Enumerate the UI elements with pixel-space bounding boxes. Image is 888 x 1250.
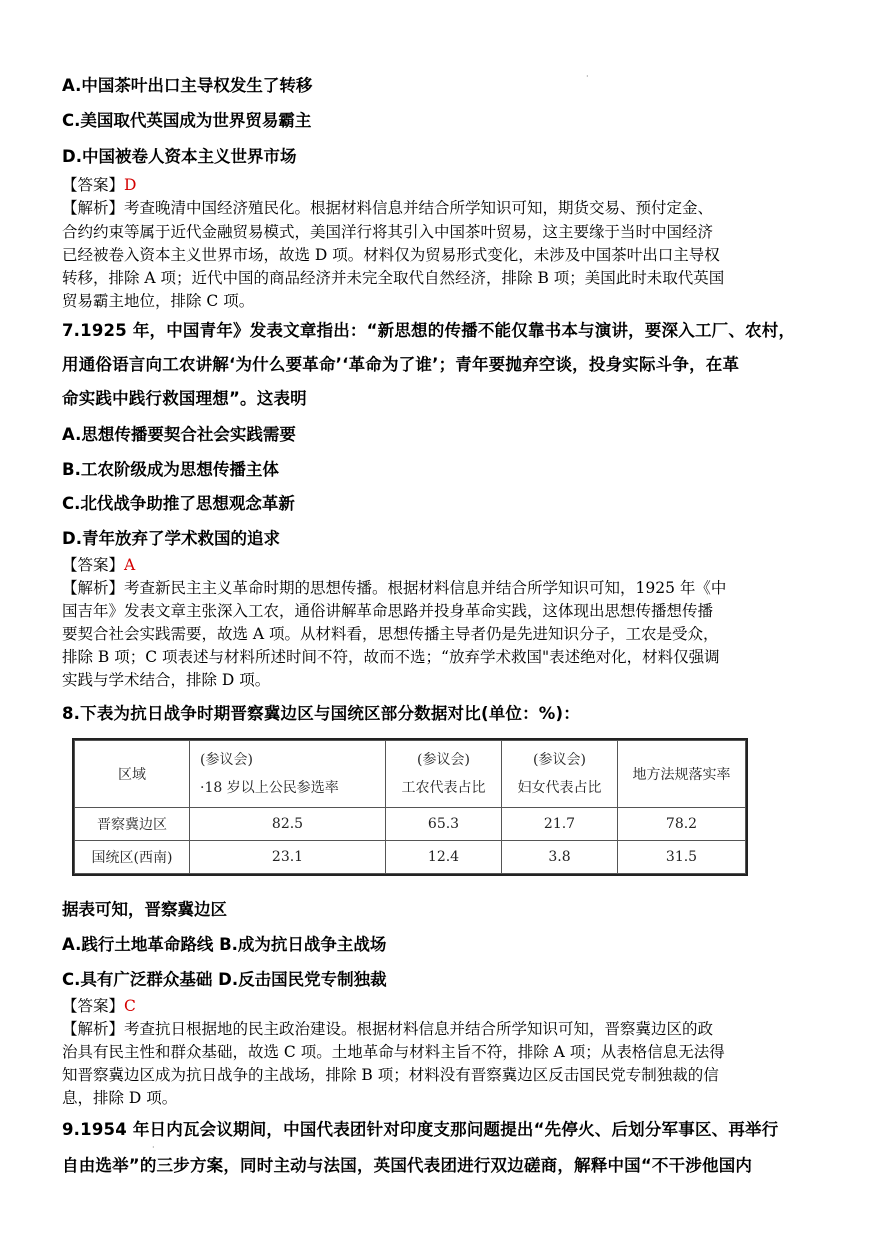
- header-regulation: 地方法规落实率: [618, 741, 746, 808]
- q6-option-c: C.美国取代英国成为世界贸易霸主: [62, 111, 312, 130]
- q9-stem-line: 自由选举”的三步方案，同时主动与法国，英国代表团进行双边磋商，解释中国“不干涉他国内: [62, 1156, 753, 1175]
- q7-option-c: C.北伐战争助推了思想观念革新: [62, 494, 295, 513]
- q7-answer: [62, 553, 135, 575]
- q7-stem-line: 用通俗语言向工农讲解‘为什么要革命’‘革命为了谁’；青年要抛弃空谈，投身实际斗争，在革: [62, 355, 740, 374]
- q6-option-d: D.中国被卷人资本主义世界市场: [62, 147, 297, 166]
- analysis-label: 【解析】: [62, 199, 125, 217]
- q8-answer: [62, 994, 136, 1016]
- q7-stem-line: 7.1925 年，中国青年》发表文章指出：“新思想的传播不能仅靠书本与演讲，要深入工厂、农村，: [62, 321, 796, 340]
- q7-analysis-line: 实践与学术结合，排除 D 项。: [62, 671, 271, 689]
- data-table: [72, 738, 748, 876]
- q7-option-b: B.工农阶级成为思想传播主体: [62, 460, 279, 479]
- scan-speck: ·: [152, 1143, 155, 1152]
- answer-value: C: [124, 997, 136, 1015]
- table-row: 晋察冀边区 82.5 65.3 21.7 78.2: [75, 808, 746, 841]
- q8-options-cd: C.具有广泛群众基础 D.反击国民党专制独裁: [62, 970, 387, 989]
- q7-analysis-line: 排除 B 项；C 项表述与材料所述时间不符，故而不选；“放弃学术救国"表述绝对化，材料仅强调: [62, 648, 720, 666]
- q6-analysis-line: 已经被卷入资本主义世界市场，故选 D 项。材料仅为贸易形式变化，未涉及中国茶叶出口主导权: [62, 246, 720, 264]
- q7-stem-line: 命实践中践行救国理想”。这表明: [62, 389, 307, 408]
- answer-label: 【答案】: [62, 176, 125, 194]
- header-turnout: (参议会) ·18 岁以上公民参选率: [190, 741, 386, 808]
- q8-analysis-line: 息，排除 D 项。: [62, 1089, 178, 1107]
- header-worker-peasant: (参议会) 工农代表占比: [386, 741, 502, 808]
- q7-analysis-line: 【解析】考查新民主主义革命时期的思想传播。根据材料信息并结合所学知识可知，1925 年《中: [62, 579, 727, 597]
- q6-analysis-line: 【解析】考查晚清中国经济殖民化。根据材料信息并结合所学知识可知，期货交易、预付定金、: [62, 199, 714, 217]
- header-region: 区域: [75, 741, 190, 808]
- q8-analysis-line: 【解析】考查抗日根据地的民主政治建设。根据材料信息并结合所学知识可知，晋察冀边区的政: [62, 1020, 714, 1038]
- answer-value: D: [124, 176, 137, 194]
- q7-analysis-line: 要契合社会实践需要，故选 A 项。从材料看，思想传播主导者仍是先进知识分子，工农是受众，: [62, 625, 719, 643]
- q8-analysis-line: 治具有民主性和群众基础，故选 C 项。土地革命与材料主旨不符，排除 A 项；从表格信息无法得: [62, 1043, 725, 1061]
- q6-analysis-line: 合约约束等属于近代金融贸易模式，美国洋行将其引入中国茶叶贸易，这主要缘于当时中国经济: [62, 223, 714, 241]
- table-row: 国统区(西南) 23.1 12.4 3.8 31.5: [75, 841, 746, 874]
- q9-stem-line: 9.1954 年日内瓦会议期间，中国代表团针对印度支那问题提出“先停火、后划分军事区、再举行: [62, 1120, 779, 1139]
- analysis-label: 【解析】: [62, 579, 125, 597]
- q6-analysis-line: 转移，排除 A 项；近代中国的商品经济并未完全取代自然经济，排除 B 项；美国此时未取代英国: [62, 269, 725, 287]
- answer-label: 【答案】: [62, 997, 125, 1015]
- answer-label: 【答案】: [62, 556, 125, 574]
- q6-option-a: A.中国茶叶出口主导权发生了转移: [62, 76, 313, 95]
- q6-analysis-line: 贸易霸主地位，排除 C 项。: [62, 292, 255, 310]
- header-women: (参议会) 妇女代表占比: [502, 741, 618, 808]
- q7-analysis-line: 国吉年》发表文章主张深入工农，通俗讲解革命思路并投身革命实践，这体现出思想传播想传播: [62, 602, 714, 620]
- q8-lead-in: 据表可知，晋察冀边区: [62, 900, 227, 919]
- q8-analysis-line: 知晋察冀边区成为抗日战争的主战场，排除 B 项；材料没有晋察冀边区反击国民党专制独裁的信: [62, 1066, 719, 1084]
- q8-stem: 8.下表为抗日战争时期晋察冀边区与国统区部分数据对比(单位：%)：: [62, 704, 580, 723]
- q8-options-ab: A.践行土地革命路线 B.成为抗日战争主战场: [62, 935, 387, 954]
- answer-value: A: [124, 556, 136, 574]
- q7-option-d: D.青年放弃了学术救国的追求: [62, 529, 280, 548]
- scan-speck: ·: [586, 72, 589, 81]
- q6-answer: [62, 173, 136, 195]
- analysis-label: 【解析】: [62, 1020, 125, 1038]
- table-header-row: [75, 741, 746, 808]
- q7-option-a: A.思想传播要契合社会实践需要: [62, 425, 296, 444]
